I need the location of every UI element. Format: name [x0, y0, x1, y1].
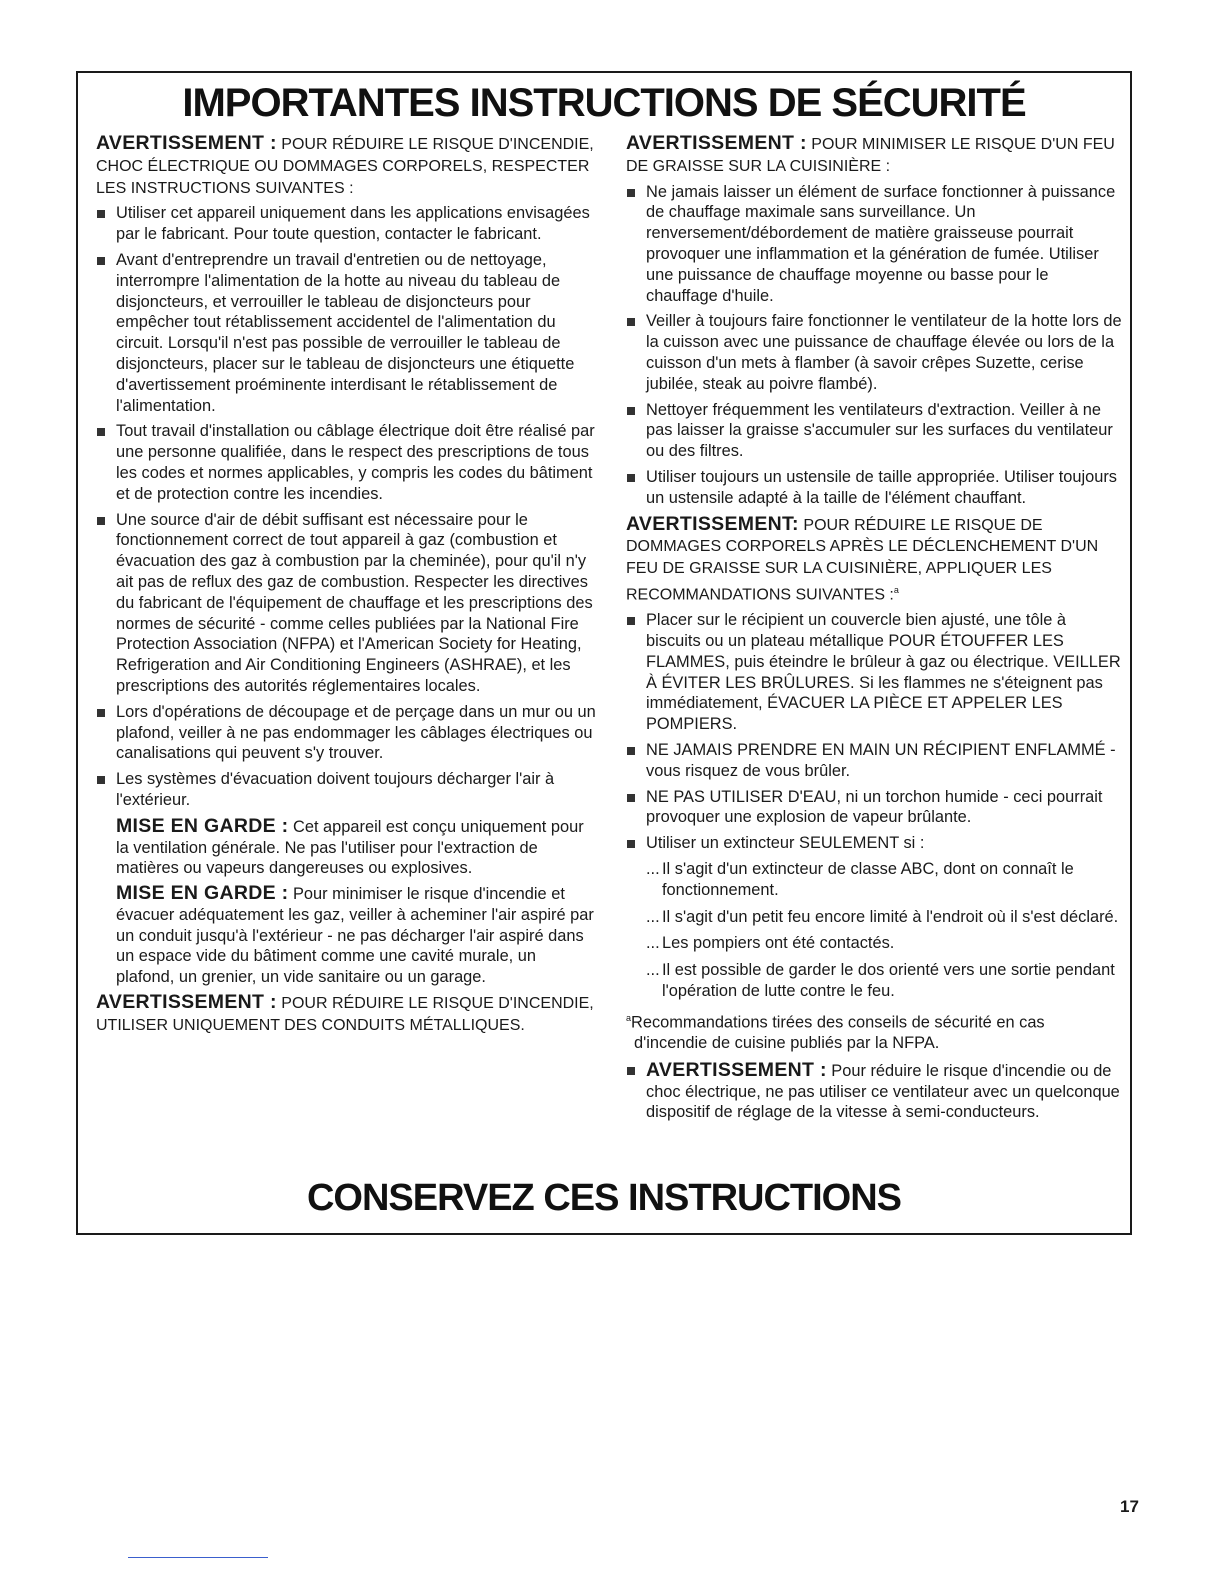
square-bullet-icon	[97, 517, 105, 525]
list-item: Les systèmes d'évacuation doivent toujours décharger l'air à l'extérieur.	[96, 769, 596, 811]
square-bullet-icon	[627, 794, 635, 802]
left-column	[96, 133, 596, 1041]
caution-label: MISE EN GARDE :	[116, 814, 289, 837]
bullet-list	[626, 1060, 1122, 1123]
square-bullet-icon	[627, 617, 635, 625]
warning-text: Pour réduire le risque d'incendie ou de choc électrique, ne pas utiliser ce ventilateur avec un quelconque dispositif de réglage de la vitesse à semi-conducteurs.	[646, 1061, 1120, 1122]
list-item	[626, 1060, 1122, 1123]
warning-text: POUR RÉDUIRE LE RISQUE DE DOMMAGES CORPORELS APRÈS LE DÉCLENCHEMENT D'UN FEU DE GRAISSE SUR LA CUISINIÈRE, APPLIQUER LES RECOMMANDATIONS SUIVANTES :	[626, 516, 1099, 604]
sub-list-item: ... Il s'agit d'un extincteur de classe ABC, dont on connaît le fonctionnement.	[646, 859, 1074, 899]
warning-label: AVERTISSEMENT:	[626, 512, 799, 535]
square-bullet-icon	[97, 210, 105, 218]
sub-item-marker: ...	[646, 934, 660, 953]
warning-block	[96, 133, 596, 199]
caution-block	[96, 816, 596, 879]
page-title: IMPORTANTES INSTRUCTIONS DE SÉCURITÉ	[182, 81, 1026, 125]
square-bullet-icon	[97, 428, 105, 436]
bullet-list	[96, 203, 596, 810]
caution-label: MISE EN GARDE :	[116, 882, 289, 905]
square-bullet-icon	[627, 407, 635, 415]
list-item: Veiller à toujours faire fonctionner le ventilateur de la hotte lors de la cuisson avec une puissance de chauffage élevée ou lors de la cuisson d'un mets à flamber (à savoir crêpes Suzette, cerise jubilée, steak au poivre flambé).	[626, 311, 1122, 394]
list-item: Une source d'air de débit suffisant est nécessaire pour le fonctionnement correct de tout appareil à gaz (combustion et évacuation des gaz à combustion par la cheminée), pour qu'il n'y ait pas de reflux des gaz de combustion. Respecter les directives du fabricant de l'équipement de chauffage et les prescriptions des normes de sécurité - comme celles publiées par la National Fire Protection Association (NFPA) et l'American Society for Heating, Refrigeration and Air Conditioning Engineers (ASHRAE), et les prescriptions des autorités réglementaires locales.	[96, 510, 596, 697]
footnote-text: Recommandations tirées des conseils de sécurité en cas d'incendie de cuisine publiés par la NFPA.	[631, 1013, 1045, 1053]
caution-text: Cet appareil est conçu uniquement pour la ventilation générale. Ne pas l'utiliser pour l'extraction de matières ou vapeurs dangereuses ou explosives.	[116, 817, 584, 878]
bullet-list	[626, 182, 1122, 509]
square-bullet-icon	[627, 747, 635, 755]
sub-item-marker: ...	[646, 907, 660, 926]
square-bullet-icon	[97, 257, 105, 265]
warning-label: AVERTISSEMENT :	[96, 132, 277, 154]
list-item: NE PAS UTILISER D'EAU, ni un torchon humide - ceci pourrait provoquer une explosion de vapeur brûlante.	[626, 787, 1122, 829]
list-item: Placer sur le récipient un couvercle bien ajusté, une tôle à biscuits ou un plateau métallique POUR ÉTOUFFER LES FLAMMES, puis éteindre le brûleur à gaz ou électrique. VEILLER À ÉVITER LES BRÛLURES. Si les flammes ne s'éteignent pas immédiatement, ÉVACUER LA PIÈCE ET APPELER LES POMPIERS.	[626, 610, 1122, 735]
square-bullet-icon	[97, 709, 105, 717]
bullet-list	[626, 610, 1122, 854]
warning-block	[626, 133, 1122, 178]
footnote-marker: a	[626, 1012, 632, 1023]
footnote	[626, 1008, 1122, 1054]
warning-label: AVERTISSEMENT :	[96, 991, 277, 1014]
sub-list-item: ... Il s'agit d'un petit feu encore limité à l'endroit où il s'est déclaré.	[646, 907, 1119, 926]
warning-block	[626, 514, 1122, 607]
square-bullet-icon	[627, 474, 635, 482]
caution-text: Pour minimiser le risque d'incendie et évacuer adéquatement les gaz, veiller à acheminer l'air aspiré par un conduit jusqu'à l'extérieur - ne pas décharger l'air aspiré dans un espace vide du bâtiment comme une cavité murale, un plafond, un grenier, un vide sanitaire ou un garage.	[116, 885, 594, 987]
page-number: 17	[1120, 1497, 1139, 1516]
list-item: Lors d'opérations de découpage et de perçage dans un mur ou un plafond, veiller à ne pas endommager les câblages électriques ou canalisations qui peuvent s'y trouver.	[96, 702, 596, 764]
sub-item-marker: ...	[646, 961, 660, 980]
list-item: Tout travail d'installation ou câblage électrique doit être réalisé par une personne qualifiée, dans le respect des prescriptions de tous les codes et normes applicables, y compris les codes du bâtiment et de protection contre les incendies.	[96, 421, 596, 504]
footer-title: CONSERVEZ CES INSTRUCTIONS	[306, 1177, 902, 1219]
sub-item-marker: ...	[646, 859, 660, 878]
list-item: Ne jamais laisser un élément de surface fonctionner à puissance de chauffage maximale sans surveillance. Un renversement/débordement de matière graisseuse pourrait provoquer une inflammation et la génération de fumée. Utiliser une puissance de chauffage moyenne ou basse pour le chauffage d'huile.	[626, 182, 1122, 307]
warning-label: AVERTISSEMENT :	[626, 132, 807, 154]
warning-text: POUR RÉDUIRE LE RISQUE D'INCENDIE, CHOC ÉLECTRIQUE OU DOMMAGES CORPORELS, RESPECTER LES INSTRUCTIONS SUIVANTES :	[96, 136, 594, 197]
square-bullet-icon	[97, 776, 105, 784]
warning-label: AVERTISSEMENT :	[646, 1058, 827, 1081]
footnote-marker: a	[893, 584, 899, 595]
list-item: NE JAMAIS PRENDRE EN MAIN UN RÉCIPIENT ENFLAMMÉ - vous risquez de vous brûler.	[626, 740, 1122, 782]
square-bullet-icon	[627, 1067, 635, 1075]
sub-list-item: ... Les pompiers ont été contactés.	[646, 934, 895, 953]
safety-instructions-box	[76, 71, 1132, 1235]
square-bullet-icon	[627, 840, 635, 848]
list-item: Utiliser cet appareil uniquement dans les applications envisagées par le fabricant. Pour toute question, contacter le fabricant.	[96, 203, 596, 245]
list-item: Nettoyer fréquemment les ventilateurs d'extraction. Veiller à ne pas laisser la graisse s'accumuler sur les surfaces du ventilateur ou des filtres.	[626, 400, 1122, 462]
warning-block	[96, 992, 596, 1037]
warning-text: POUR MINIMISER LE RISQUE D'UN FEU DE GRAISSE SUR LA CUISINIÈRE :	[626, 136, 1115, 175]
right-column	[626, 133, 1122, 1128]
warning-text: POUR RÉDUIRE LE RISQUE D'INCENDIE, UTILISER UNIQUEMENT DES CONDUITS MÉTALLIQUES.	[96, 995, 594, 1034]
square-bullet-icon	[627, 318, 635, 326]
list-item: Avant d'entreprendre un travail d'entretien ou de nettoyage, interrompre l'alimentation de la hotte au niveau du tableau de disjoncteurs, et verrouiller le tableau de disjoncteurs pour empêcher tout rétablissement accidentel de l'alimentation du circuit. Lorsqu'il n'est pas possible de verrouiller le tableau de disjoncteurs, placer sur le tableau de disjoncteurs une étiquette d'avertissement proéminente interdisant le rétablissement de l'alimentation.	[96, 250, 596, 416]
divider	[128, 1557, 268, 1558]
square-bullet-icon	[627, 189, 635, 197]
list-item: Utiliser toujours un ustensile de taille appropriée. Utiliser toujours un ustensile adapté à la taille de l'élément chauffant.	[626, 467, 1122, 509]
caution-block	[96, 883, 596, 988]
list-item: Utiliser un extincteur SEULEMENT si :	[626, 833, 1122, 854]
sub-list-item: ... Il est possible de garder le dos orienté vers une sortie pendant l'opération de lutte contre le feu.	[646, 961, 1115, 1000]
